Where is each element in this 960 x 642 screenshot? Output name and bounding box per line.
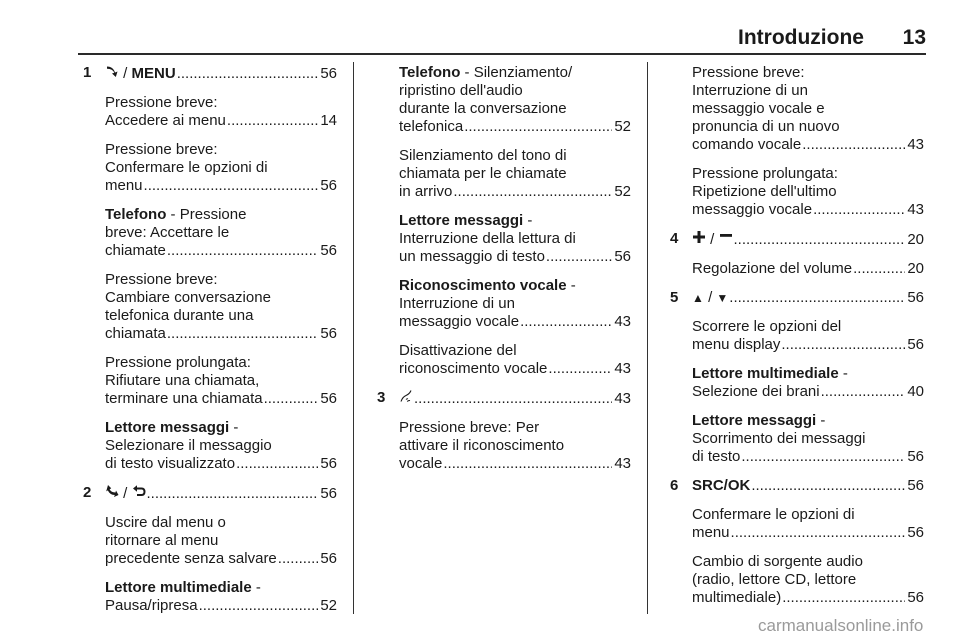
index-entry: Disattivazione del riconoscimento vocale ..... 43 bbox=[399, 342, 631, 378]
item-number: 4 bbox=[670, 230, 679, 247]
page-ref: 56 bbox=[907, 336, 924, 353]
watermark: carmanualsonline.info bbox=[758, 616, 924, 635]
index-entry-1: 1 / MENU ..... 56 bbox=[105, 64, 337, 83]
index-entry: Pressione prolungata: Rifiutare una chiamata, terminare una chiamata ..... 56 bbox=[105, 354, 337, 408]
item-number: 6 bbox=[670, 477, 679, 494]
column-1 bbox=[83, 64, 337, 615]
voice-recognition-icon bbox=[399, 389, 413, 403]
column-divider-2 bbox=[647, 62, 648, 614]
index-entry: Scorrere le opzioni del menu display ..... 56 bbox=[692, 318, 924, 354]
page-ref: 56 bbox=[907, 477, 924, 494]
index-entry: Pressione breve: Cambiare conversazione telefonica durante una chiamata ..... 56 bbox=[105, 271, 337, 343]
index-entry: Lettore multimediale - Pausa/ripresa ..... 52 bbox=[105, 579, 337, 615]
index-entry: Pressione breve: Accedere ai menu ..... 14 bbox=[105, 94, 337, 130]
page-ref: 40 bbox=[907, 383, 924, 400]
bent-arrow-icon bbox=[105, 484, 119, 498]
src-ok-button-label: SRC/OK bbox=[692, 477, 751, 494]
back-arrow-icon bbox=[132, 484, 146, 498]
index-entry: Confermare le opzioni di menu ..... 56 bbox=[692, 506, 924, 542]
page-ref: 43 bbox=[907, 201, 924, 218]
page-ref: 56 bbox=[907, 289, 924, 306]
up-triangle-icon: ▲ bbox=[692, 291, 704, 305]
index-entry: Lettore multimediale - Selezione dei brani ..... 40 bbox=[692, 365, 924, 401]
index-entry: Regolazione del volume ..... 20 bbox=[692, 260, 924, 278]
item-number: 5 bbox=[670, 289, 679, 306]
page-ref: 56 bbox=[320, 455, 337, 472]
page-ref: 43 bbox=[614, 313, 631, 330]
page-ref: 56 bbox=[320, 177, 337, 194]
page-ref: 56 bbox=[907, 589, 924, 606]
column-2 bbox=[377, 64, 631, 473]
page-ref: 43 bbox=[614, 360, 631, 377]
page-ref: 43 bbox=[614, 390, 631, 407]
page-title: Introduzione bbox=[738, 26, 864, 49]
index-entry: Telefono - Pressione breve: Accettare le chiamate ..... 56 bbox=[105, 206, 337, 260]
index-entry-3 bbox=[377, 389, 631, 408]
item-number: 2 bbox=[83, 484, 92, 501]
column-divider-1 bbox=[353, 62, 354, 614]
index-entry: Cambio di sorgente audio (radio, lettore CD, lettore multimediale) ..... 56 bbox=[692, 553, 924, 607]
index-entry: Silenziamento del tono di chiamata per le chiamate in arrivo ..... 52 bbox=[399, 147, 631, 201]
page-ref: 14 bbox=[320, 112, 337, 129]
menu-button-label: MENU bbox=[131, 65, 176, 82]
page-ref: 56 bbox=[614, 248, 631, 265]
page-ref: 56 bbox=[907, 448, 924, 465]
page-ref: 56 bbox=[907, 524, 924, 541]
page-ref: 43 bbox=[907, 136, 924, 153]
page-ref: 43 bbox=[614, 455, 631, 472]
index-entry: Pressione breve: Interruzione di un messaggio vocale e pronuncia di un nuovo comando vocale ..... 43 bbox=[692, 64, 924, 154]
page-number: 13 bbox=[902, 26, 926, 49]
index-entry: Lettore messaggi - Scorrimento dei messaggi di testo ..... 56 bbox=[692, 412, 924, 466]
index-entry: Lettore messaggi - Interruzione della lettura di un messaggio di testo ..... 56 bbox=[399, 212, 631, 266]
page-header bbox=[78, 26, 926, 54]
page-ref: 56 bbox=[320, 242, 337, 259]
index-entry-6 bbox=[670, 477, 924, 495]
page-ref: 52 bbox=[614, 118, 631, 135]
page-ref: 56 bbox=[320, 390, 337, 407]
index-entry-2: 2 / ..... 56 bbox=[105, 484, 337, 503]
page-ref: 56 bbox=[320, 325, 337, 342]
index-entry: Telefono - Silenziamento/ ripristino dell'audio durante la conversazione telefonica ..... 52 bbox=[399, 64, 631, 136]
plus-icon bbox=[692, 230, 706, 244]
index-entry: Lettore messaggi - Selezionare il messaggio di testo visualizzato ..... 56 bbox=[105, 419, 337, 473]
hook-arrow-icon bbox=[105, 64, 119, 78]
index-entry: Uscire dal menu o ritornare al menu precedente senza salvare ..... 56 bbox=[105, 514, 337, 568]
column-3 bbox=[670, 64, 924, 607]
index-entry-5: 5 ▲ / ▼ ..... 56 bbox=[692, 289, 924, 307]
index-entry: Pressione breve: Per attivare il riconoscimento vocale ..... 43 bbox=[399, 419, 631, 473]
page-ref: 20 bbox=[907, 231, 924, 248]
index-entry: Pressione prolungata: Ripetizione dell'ultimo messaggio vocale ..... 43 bbox=[692, 165, 924, 219]
page-ref: 56 bbox=[320, 485, 337, 502]
index-entry: Pressione breve: Confermare le opzioni di menu ..... 56 bbox=[105, 141, 337, 195]
down-triangle-icon: ▼ bbox=[716, 291, 729, 305]
item-number: 3 bbox=[377, 389, 386, 406]
page-ref: 56 bbox=[320, 65, 337, 82]
index-entry-4: 4 / ..... 20 bbox=[692, 230, 924, 249]
header-rule bbox=[78, 53, 926, 55]
index-entry: Riconoscimento vocale - Interruzione di un messaggio vocale ..... 43 bbox=[399, 277, 631, 331]
page-ref: 56 bbox=[320, 550, 337, 567]
page-ref: 20 bbox=[907, 260, 924, 277]
page-ref: 52 bbox=[614, 183, 631, 200]
page-ref: 52 bbox=[320, 597, 337, 614]
minus-icon bbox=[719, 230, 733, 244]
item-number: 1 bbox=[83, 64, 92, 81]
